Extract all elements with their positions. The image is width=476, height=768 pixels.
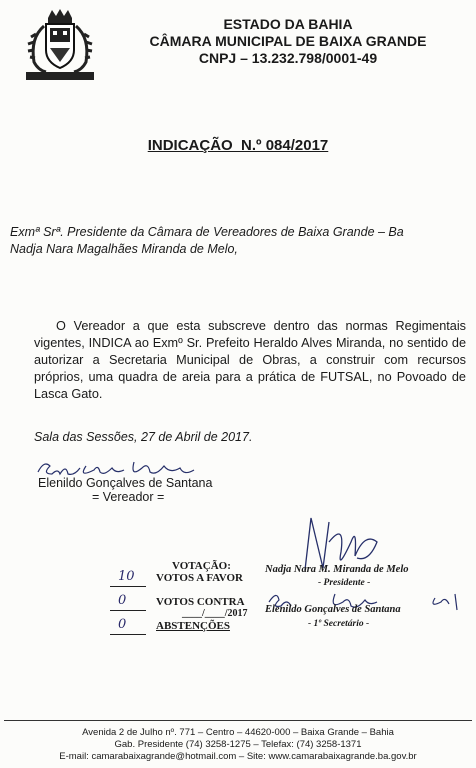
voting-heading: VOTAÇÃO:: [172, 560, 231, 572]
votes-contra-label: VOTOS CONTRA: [156, 596, 245, 608]
votes-contra-value: 0: [118, 593, 127, 608]
abstentions-row: [110, 617, 270, 634]
header-cnpj: CNPJ – 13.232.798/0001-49: [198, 50, 378, 66]
vote-date: ____/____/2017: [182, 608, 248, 619]
footer-contact: E-mail: camarabaixagrande@hotmail.com – Site: www.camarabaixagrande.ba.gov.br: [59, 751, 417, 762]
document-title: INDICAÇÃO N.º 084/2017: [147, 137, 329, 154]
vereador-name: Elenildo Gonçalves de Santana: [38, 476, 213, 490]
footer-divider: [4, 720, 472, 721]
vereador-role: = Vereador =: [92, 490, 165, 504]
footer-address: Avenida 2 de Julho nº. 771 – Centro – 44620-000 – Baixa Grande – Bahia: [82, 727, 394, 738]
president-name: Nadja Nara M. Miranda de Melo: [265, 564, 409, 575]
body-paragraph: [34, 318, 466, 403]
votes-favor-row: [110, 569, 270, 586]
header-chamber: CÂMARA MUNICIPAL DE BAIXA GRANDE: [149, 33, 427, 49]
addressee-line2: Nadja Nara Magalhães Miranda de Melo,: [10, 242, 238, 256]
votes-favor-label: VOTOS A FAVOR: [156, 572, 243, 584]
secretary-name: Elenildo Gonçalves de Santana: [265, 604, 401, 615]
secretary-role: - 1º Secretário -: [308, 619, 370, 629]
body-text: O Vereador a que esta subscreve dentro das normas Regimentais vigentes, INDICA ao Exmº Sr. Prefeito Heraldo Alves Miranda, no sentido de autorizar a Secretaria Municipal de Obras, a construir com recursos próprios, uma quadra de areia para a prática de FUTSAL, no Povoado de Lasca Gato.: [34, 319, 466, 401]
coat-of-arms-seal: [20, 8, 100, 82]
president-role: - Presidente -: [318, 578, 371, 588]
footer-phones: Gab. Presidente (74) 3258-1275 – Telefax: (74) 3258-1371: [114, 739, 362, 750]
votes-favor-value: 10: [118, 569, 135, 584]
header-state: ESTADO DA BAHIA: [223, 16, 353, 32]
addressee: [10, 224, 470, 258]
abstentions-label: ABSTENÇÕES: [156, 620, 230, 632]
session-date: Sala das Sessões, 27 de Abril de 2017.: [34, 430, 253, 444]
addressee-line1: Exmª Srª. Presidente da Câmara de Vereadores de Baixa Grande – Ba: [10, 225, 404, 239]
abstentions-value: 0: [118, 617, 127, 632]
